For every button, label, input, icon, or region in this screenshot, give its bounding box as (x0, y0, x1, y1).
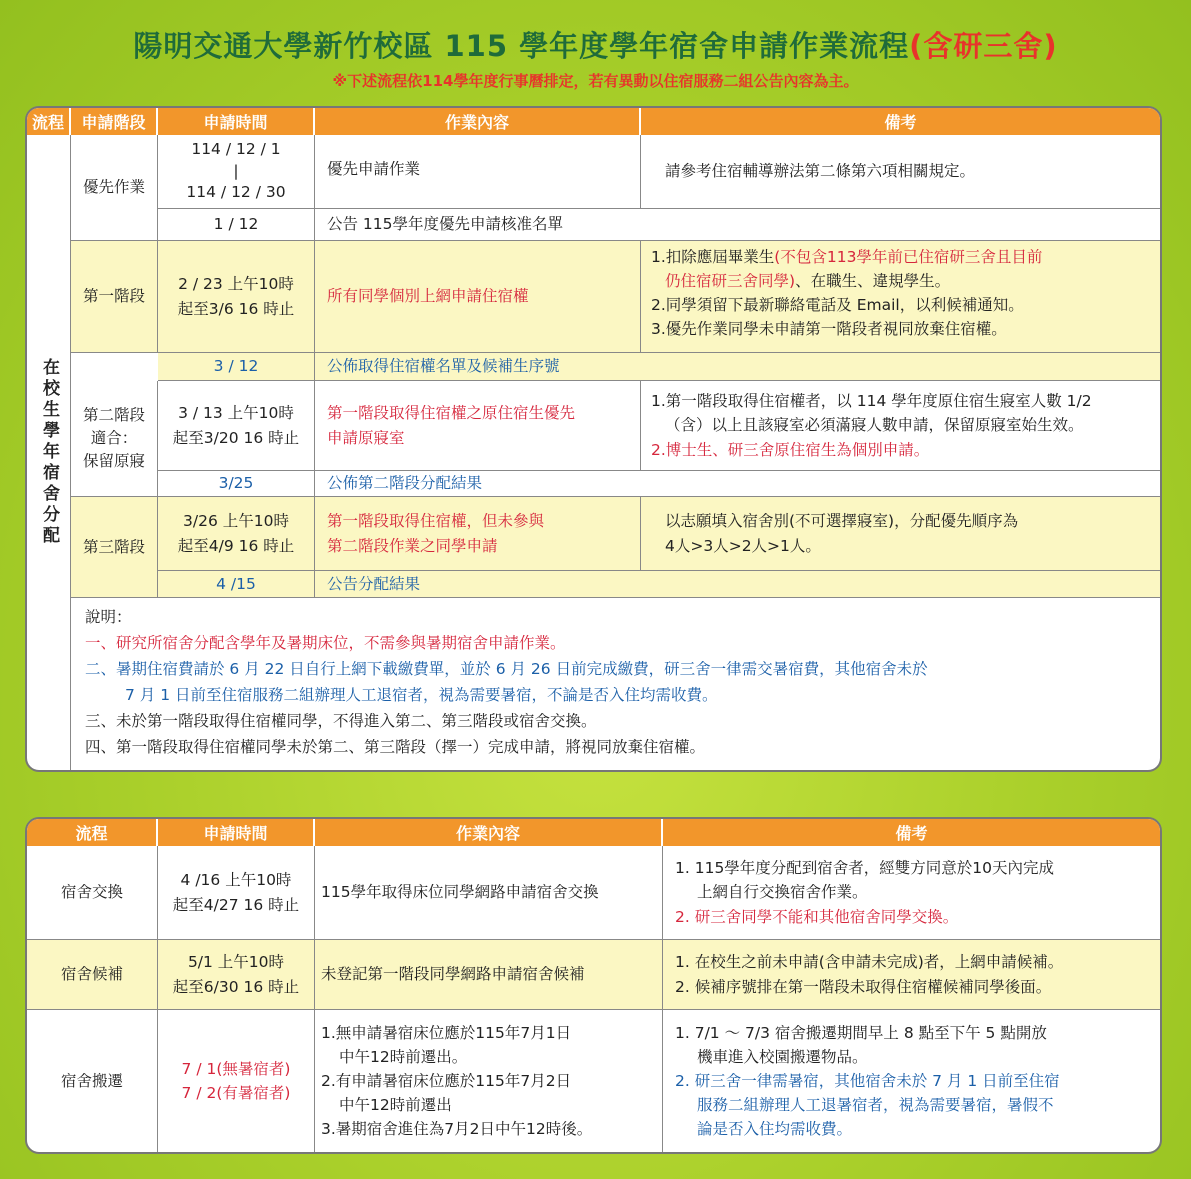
t2-header-flow: 流程 (27, 819, 158, 846)
flow-label: 在校生學年宿舍分配 (39, 358, 59, 547)
waitlist-content: 未登記第一階段同學網路申請宿舍候補 (315, 940, 663, 1010)
note-4: 四、第一階段取得住宿權同學未於第二、第三階段（擇一）完成申請，將視同放棄住宿權。 (85, 738, 706, 757)
stage-3: 第三階段 (71, 497, 158, 598)
stage2-notes: 1.第一階段取得住宿權者，以 114 學年度原住宿生寢室人數 1/2 （含）以上且該寢室必須滿寢人數申請，保留原寢室始生效。 2.博士生、研三舍原住宿生為個別申請。 (641, 381, 1160, 471)
stage-1: 第一階段 (71, 241, 158, 353)
stage1-announce-date: 3 / 12 (158, 353, 315, 381)
stage-priority: 優先作業 (71, 135, 158, 241)
allocation-table (25, 106, 1162, 772)
stage2-content: 第一階段取得住宿權之原住宿生優先 申請原寢室 (315, 381, 641, 471)
stage2-time: 3 / 13 上午10時 起至3/20 16 時止 (158, 381, 315, 471)
stage1-notes: 1.扣除應屆畢業生(不包含113學年前已住宿研三舍且目前 仍住宿研三舍同學)、在職生、違規學生。 2.同學須留下最新聯絡電話及 Email，以利候補通知。 3.優先作業同學未申請第一階段者視同放棄住宿權。 (641, 241, 1160, 353)
moveout-content: 1.無申請暑宿床位應於115年7月1日 中午12時前遷出。 2.有申請暑宿床位應於115年7月2日 中午12時前遷出 3.暑期宿舍進住為7月2日中午12時後。 (315, 1010, 663, 1152)
header-stage: 申請階段 (71, 108, 158, 135)
moveout-time: 7 / 1(無暑宿者) 7 / 2(有暑宿者) (158, 1010, 315, 1152)
t2-header-time: 申請時間 (158, 819, 315, 846)
waitlist-notes: 1. 在校生之前未申請(含申請未完成)者，上網申請候補。 2. 候補序號排在第一階段未取得住宿權候補同學後面。 (663, 940, 1160, 1010)
exchange-content: 115學年取得床位同學網路申請宿舍交換 (315, 846, 663, 940)
priority-announce: 公告 115學年度優先申請核准名單 (315, 209, 1160, 241)
flow-label-cell (27, 135, 71, 770)
stage3-announce-date: 4 /15 (158, 571, 315, 598)
header-flow: 流程 (27, 108, 71, 135)
page-subtitle: ※下述流程依114學年度行事曆排定，若有異動以住宿服務二組公告內容為主。 (332, 72, 859, 90)
note-2a: 二、暑期住宿費請於 6 月 22 日自行上網下載繳費單，並於 6 月 26 日前完成繳費，研三舍一律需交暑宿費，其他宿舍未於 (85, 660, 928, 679)
flow-waitlist: 宿舍候補 (27, 940, 158, 1010)
stage1-content: 所有同學個別上網申請住宿權 (315, 241, 641, 353)
header-content: 作業內容 (315, 108, 641, 135)
exchange-time: 4 /16 上午10時 起至4/27 16 時止 (158, 846, 315, 940)
note-1: 一、研究所宿舍分配含學年及暑期床位，不需參與暑期宿舍申請作業。 (85, 634, 566, 653)
stage3-content: 第一階段取得住宿權，但未參與 第二階段作業之同學申請 (315, 497, 641, 571)
priority-content: 優先申請作業 (315, 135, 641, 209)
page-title: 陽明交通大學新竹校區 115 學年度學年宿舍申請作業流程(含研三舍) (133, 29, 1058, 63)
note-2b: 7 月 1 日前至住宿服務二組辦理人工退宿者，視為需要暑宿，不論是否入住均需收費。 (125, 686, 718, 705)
stage-2: 第二階段 適合： 保留原寢 (71, 381, 158, 497)
stage3-note: 以志願填入宿舍別(不可選擇寢室)，分配優先順序為 4人>3人>2人>1人。 (641, 497, 1160, 571)
t2-header-content: 作業內容 (315, 819, 663, 846)
stage2-announce: 公佈第二階段分配結果 (315, 471, 1160, 497)
stage3-time: 3/26 上午10時 起至4/9 16 時止 (158, 497, 315, 571)
priority-announce-date: 1 / 12 (158, 209, 315, 241)
dorm-operations-table (25, 817, 1162, 1154)
explanation-notes (85, 604, 928, 760)
flow-moveout: 宿舍搬遷 (27, 1010, 158, 1152)
t2-header-notes: 備考 (663, 819, 1160, 846)
stage2-announce-date: 3/25 (158, 471, 315, 497)
priority-time: 114 / 12 / 1 | 114 / 12 / 30 (158, 135, 315, 209)
header-time: 申請時間 (158, 108, 315, 135)
stage3-announce: 公告分配結果 (315, 571, 1160, 598)
stage1-time: 2 / 23 上午10時 起至3/6 16 時止 (158, 241, 315, 353)
header-notes: 備考 (641, 108, 1160, 135)
moveout-notes: 1. 7/1 ～ 7/3 宿舍搬遷期間早上 8 點至下午 5 點開放 機車進入校園搬遷物品。 2. 研三舍一律需暑宿，其他宿舍未於 7 月 1 日前至住宿 服務二組辦理人工退暑宿者，視為需要暑宿，暑假不 論是否入住均需收費。 (675, 1023, 1060, 1139)
waitlist-time: 5/1 上午10時 起至6/30 16 時止 (158, 940, 315, 1010)
stage1-announce: 公佈取得住宿權名單及候補生序號 (315, 353, 1160, 381)
notes-heading: 說明： (85, 608, 132, 626)
exchange-notes: 1. 115學年度分配到宿舍者，經雙方同意於10天內完成 上網自行交換宿舍作業。 2. 研三舍同學不能和其他宿舍同學交換。 (663, 846, 1160, 940)
flow-exchange: 宿舍交換 (27, 846, 158, 940)
title-accent: (含研三舍) (909, 29, 1058, 63)
note-3: 三、未於第一階段取得住宿權同學，不得進入第二、第三階段或宿舍交換。 (85, 712, 597, 731)
priority-note: 請參考住宿輔導辦法第二條第六項相關規定。 (641, 135, 1160, 209)
